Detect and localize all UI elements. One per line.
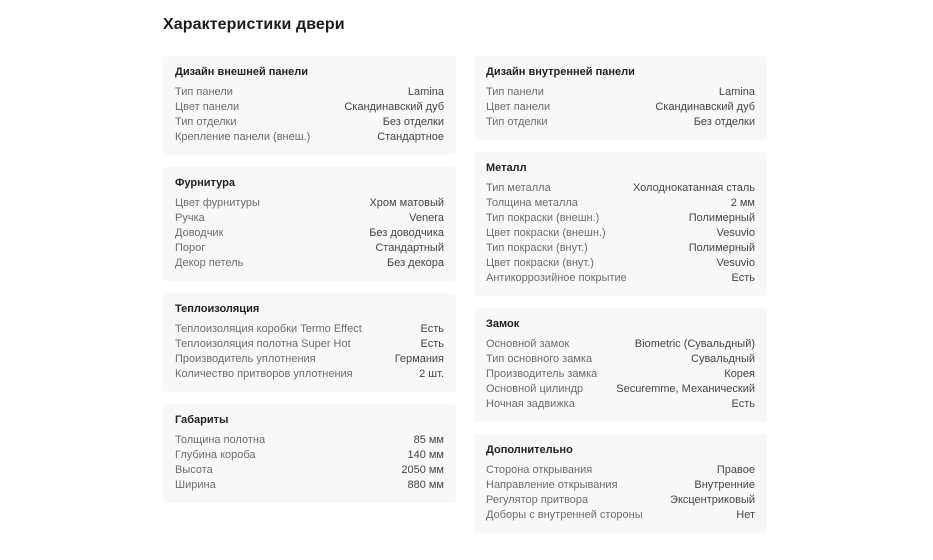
spec-card-rows bbox=[175, 433, 444, 493]
spec-card bbox=[163, 293, 456, 392]
spec-row bbox=[486, 352, 755, 367]
spec-row-value: Без доводчика bbox=[369, 227, 444, 239]
spec-row bbox=[486, 463, 755, 478]
spec-row-value: Германия bbox=[394, 353, 444, 365]
spec-row-value: 85 мм bbox=[413, 434, 444, 446]
spec-row-label: Цвет покраски (внут.) bbox=[486, 257, 594, 269]
spec-row bbox=[175, 367, 444, 382]
spec-row-label: Высота bbox=[175, 464, 213, 476]
spec-row-label: Тип отделки bbox=[486, 116, 548, 128]
spec-row bbox=[175, 352, 444, 367]
spec-row-value: Без отделки bbox=[693, 116, 755, 128]
spec-row-value: Securemme, Механический bbox=[616, 383, 755, 395]
spec-row-label: Тип покраски (внут.) bbox=[486, 242, 588, 254]
spec-row-label: Цвет панели bbox=[175, 101, 240, 113]
spec-row bbox=[486, 196, 755, 211]
spec-card bbox=[474, 152, 767, 296]
spec-row-label: Цвет панели bbox=[486, 101, 551, 113]
spec-row bbox=[175, 448, 444, 463]
spec-row-label: Тип металла bbox=[486, 182, 551, 194]
spec-card-title: Дополнительно bbox=[486, 444, 573, 456]
spec-card-title: Фурнитура bbox=[175, 177, 235, 189]
spec-row bbox=[486, 115, 755, 130]
spec-card-rows bbox=[486, 337, 755, 412]
spec-card-rows bbox=[175, 322, 444, 382]
spec-row bbox=[175, 226, 444, 241]
spec-row-label: Сторона открывания bbox=[486, 464, 593, 476]
spec-row-label: Направление открывания bbox=[486, 479, 618, 491]
spec-row-value: 880 мм bbox=[407, 479, 444, 491]
spec-row-label: Глубина короба bbox=[175, 449, 256, 461]
spec-row bbox=[175, 322, 444, 337]
spec-row bbox=[175, 85, 444, 100]
spec-row-value: Vesuvio bbox=[716, 257, 755, 269]
spec-row-value: Эксцентриковый bbox=[670, 494, 755, 506]
spec-row-label: Антикоррозийное покрытие bbox=[486, 272, 627, 284]
spec-card-title: Дизайн внутренней панели bbox=[486, 66, 635, 78]
spec-row-value: 2 шт. bbox=[419, 368, 444, 380]
spec-row-label: Тип покраски (внешн.) bbox=[486, 212, 600, 224]
spec-row bbox=[486, 100, 755, 115]
spec-row bbox=[175, 433, 444, 448]
spec-row-label: Доводчик bbox=[175, 227, 224, 239]
spec-row-label: Регулятор притвора bbox=[486, 494, 589, 506]
spec-card bbox=[163, 167, 456, 281]
spec-row bbox=[175, 211, 444, 226]
spec-row bbox=[486, 337, 755, 352]
spec-card-title: Дизайн внешней панели bbox=[175, 66, 309, 78]
spec-row-value: Правое bbox=[716, 464, 755, 476]
spec-row-label: Тип панели bbox=[486, 86, 544, 98]
spec-row bbox=[486, 211, 755, 226]
spec-row bbox=[175, 256, 444, 271]
spec-card-rows bbox=[175, 85, 444, 145]
spec-row-label: Доборы с внутренней стороны bbox=[486, 509, 643, 521]
spec-row-label: Толщина полотна bbox=[175, 434, 266, 446]
spec-row bbox=[175, 196, 444, 211]
spec-row-label: Крепление панели (внеш.) bbox=[175, 131, 311, 143]
spec-row-value: Lamina bbox=[407, 86, 444, 98]
spec-row-value: Сувальдный bbox=[691, 353, 755, 365]
specs-column-right bbox=[474, 56, 767, 533]
spec-row bbox=[486, 508, 755, 523]
spec-row-label: Тип основного замка bbox=[486, 353, 593, 365]
spec-row-value: Скандинавский дуб bbox=[655, 101, 755, 113]
spec-row bbox=[486, 397, 755, 412]
spec-row-label: Цвет покраски (внешн.) bbox=[486, 227, 606, 239]
spec-row bbox=[486, 241, 755, 256]
spec-row bbox=[486, 256, 755, 271]
spec-row-value: Хром матовый bbox=[369, 197, 444, 209]
spec-row-value: 2 мм bbox=[730, 197, 755, 209]
specs-grid bbox=[163, 56, 767, 533]
specs-column-left bbox=[163, 56, 456, 503]
spec-row-value: Нет bbox=[736, 509, 755, 521]
spec-row-label: Теплоизоляция коробки Termo Effect bbox=[175, 323, 362, 335]
spec-row bbox=[175, 241, 444, 256]
spec-row-label: Декор петель bbox=[175, 257, 244, 269]
spec-row bbox=[175, 478, 444, 493]
spec-row-label: Основной цилиндр bbox=[486, 383, 584, 395]
spec-row-value: Есть bbox=[731, 398, 755, 410]
spec-card-rows bbox=[486, 181, 755, 286]
spec-card bbox=[163, 404, 456, 503]
spec-card bbox=[474, 308, 767, 422]
spec-row-value: Biometric (Сувальдный) bbox=[634, 338, 755, 350]
spec-card-title: Замок bbox=[486, 318, 520, 330]
spec-row-value: Venera bbox=[409, 212, 444, 224]
spec-card-title: Металл bbox=[486, 162, 527, 174]
spec-row-value: Внутренние bbox=[694, 479, 755, 491]
spec-row-value: Без декора bbox=[386, 257, 444, 269]
spec-row-value: 2050 мм bbox=[401, 464, 444, 476]
spec-row-label: Производитель замка bbox=[486, 368, 598, 380]
spec-row bbox=[175, 463, 444, 478]
spec-row-label: Толщина металла bbox=[486, 197, 578, 209]
spec-row-value: 140 мм bbox=[407, 449, 444, 461]
spec-row-value: Есть bbox=[731, 272, 755, 284]
spec-card-title: Габариты bbox=[175, 414, 229, 426]
spec-row bbox=[175, 100, 444, 115]
spec-row-label: Порог bbox=[175, 242, 206, 254]
spec-row bbox=[486, 226, 755, 241]
spec-card bbox=[474, 434, 767, 533]
spec-row bbox=[486, 493, 755, 508]
spec-card bbox=[163, 56, 456, 155]
spec-card bbox=[474, 56, 767, 140]
spec-row-value: Полимерный bbox=[688, 242, 755, 254]
spec-row bbox=[486, 181, 755, 196]
spec-row bbox=[486, 271, 755, 286]
spec-row-value: Скандинавский дуб bbox=[344, 101, 444, 113]
spec-row bbox=[486, 478, 755, 493]
spec-row bbox=[175, 337, 444, 352]
spec-row-value: Стандартное bbox=[377, 131, 444, 143]
spec-row-label: Цвет фурнитуры bbox=[175, 197, 260, 209]
spec-row-value: Lamina bbox=[718, 86, 755, 98]
spec-card-title: Теплоизоляция bbox=[175, 303, 260, 315]
spec-row-value: Есть bbox=[420, 323, 444, 335]
spec-row-value: Стандартный bbox=[375, 242, 444, 254]
spec-row bbox=[175, 115, 444, 130]
spec-row-label: Ширина bbox=[175, 479, 216, 491]
spec-row-value: Корея bbox=[724, 368, 755, 380]
spec-row-label: Тип панели bbox=[175, 86, 233, 98]
spec-row-value: Без отделки bbox=[382, 116, 444, 128]
page-title: Характеристики двери bbox=[163, 16, 345, 33]
spec-card-rows bbox=[175, 196, 444, 271]
spec-row bbox=[175, 130, 444, 145]
spec-row-label: Производитель уплотнения bbox=[175, 353, 316, 365]
spec-row-label: Ручка bbox=[175, 212, 205, 224]
spec-card-rows bbox=[486, 85, 755, 130]
spec-row-value: Vesuvio bbox=[716, 227, 755, 239]
spec-row-value: Есть bbox=[420, 338, 444, 350]
spec-row-label: Теплоизоляция полотна Super Hot bbox=[175, 338, 351, 350]
spec-row-value: Холоднокатанная сталь bbox=[632, 182, 755, 194]
spec-row-label: Основной замок bbox=[486, 338, 570, 350]
spec-row bbox=[486, 382, 755, 397]
spec-row bbox=[486, 85, 755, 100]
spec-row bbox=[486, 367, 755, 382]
spec-card-rows bbox=[486, 463, 755, 523]
spec-row-label: Количество притворов уплотнения bbox=[175, 368, 353, 380]
spec-row-label: Тип отделки bbox=[175, 116, 237, 128]
spec-row-label: Ночная задвижка bbox=[486, 398, 575, 410]
spec-row-value: Полимерный bbox=[688, 212, 755, 224]
